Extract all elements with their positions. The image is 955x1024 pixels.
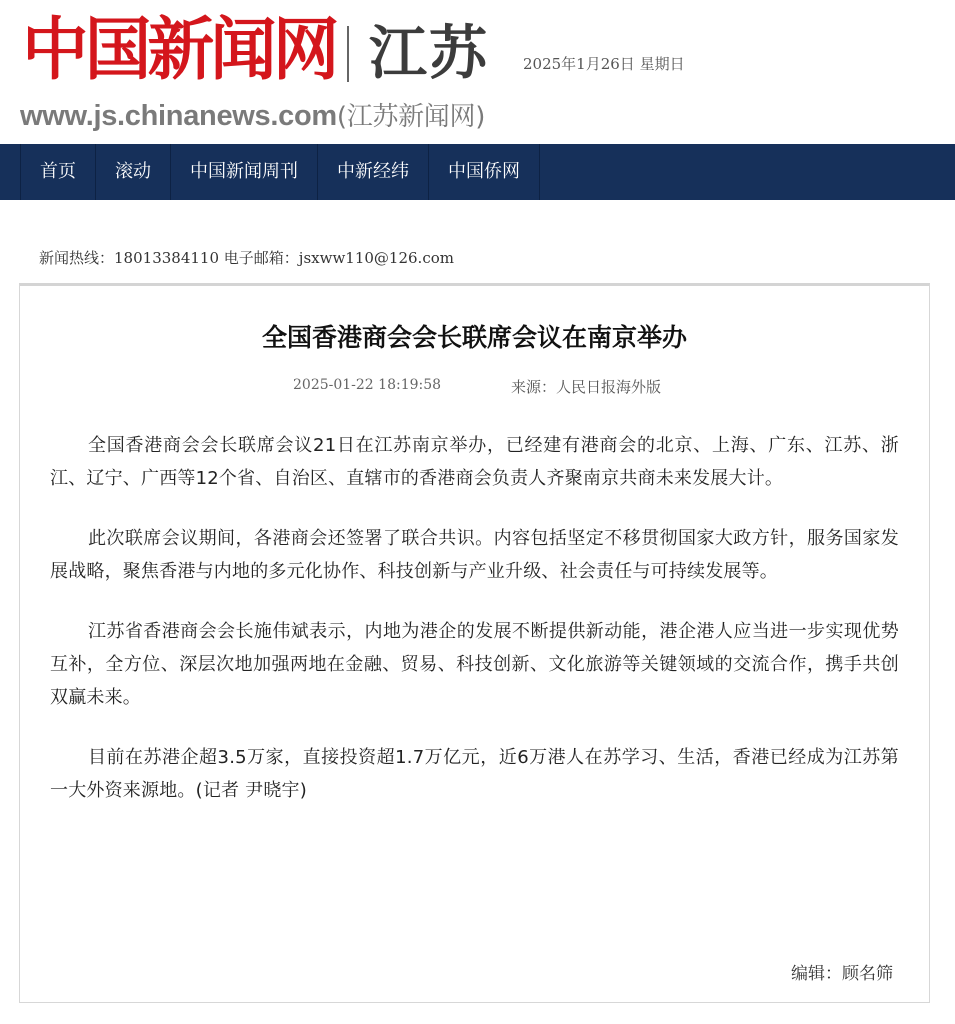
email-address[interactable]: jsxww110@126.com bbox=[298, 249, 454, 267]
nav-item-newsweek[interactable]: 中国新闻周刊 bbox=[170, 144, 317, 200]
site-url-suffix: (江苏新闻网) bbox=[336, 102, 486, 132]
logo-divider bbox=[347, 26, 349, 82]
site-url[interactable] bbox=[20, 96, 485, 133]
email-label: 电子邮箱： bbox=[223, 249, 299, 267]
article-title: 全国香港商会会长联席会议在南京举办 bbox=[261, 323, 687, 352]
article-paragraph: 全国香港商会会长联席会议21日在江苏南京举办，已经建有港商会的北京、上海、广东、江苏、浙江、辽宁、广西等12个省、自治区、直辖市的香港商会负责人齐聚南京共商未来发展大计。 bbox=[50, 435, 899, 489]
hotline-label: 新闻热线： bbox=[39, 249, 115, 267]
site-url-domain: www.js.chinanews.com bbox=[20, 100, 337, 132]
site-header bbox=[0, 0, 955, 144]
article-timestamp: 2025-01-22 18:19:58 bbox=[293, 377, 442, 393]
nav-item-qiaowang[interactable]: 中国侨网 bbox=[428, 144, 540, 200]
region-title[interactable]: 江苏 bbox=[369, 19, 490, 87]
chinanews-logo[interactable]: 中国新闻网 bbox=[22, 10, 336, 90]
contact-line bbox=[39, 247, 454, 268]
main-navbar bbox=[0, 144, 955, 200]
nav-item-scroll[interactable]: 滚动 bbox=[95, 144, 170, 200]
hotline-number: 18013384110 bbox=[114, 249, 219, 267]
article-paragraph: 此次联席会议期间，各港商会还签署了联合共识。内容包括坚定不移贯彻国家大政方针，服务国家发展战略，聚焦香港与内地的多元化协作、科技创新与产业升级、社会责任与可持续发展等。 bbox=[50, 528, 899, 582]
nav-item-jingwei[interactable]: 中新经纬 bbox=[317, 144, 428, 200]
article-source: 来源：人民日报海外版 bbox=[511, 378, 662, 396]
nav-list bbox=[20, 144, 540, 200]
article-editor: 编辑：顾名筛 bbox=[791, 964, 893, 984]
article-body bbox=[50, 429, 899, 834]
current-date: 2025年1月26日 星期日 bbox=[523, 55, 685, 73]
nav-item-home[interactable]: 首页 bbox=[20, 144, 95, 200]
article-paragraph: 江苏省香港商会会长施伟斌表示，内地为港企的发展不断提供新动能，港企港人应当进一步实现优势互补，全方位、深层次地加强两地在金融、贸易、科技创新、文化旅游等关键领域的交流合作，携手共创双赢未来。 bbox=[50, 621, 899, 708]
article-container bbox=[19, 283, 930, 1003]
article-paragraph: 目前在苏港企超3.5万家，直接投资超1.7万亿元，近6万港人在苏学习、生活，香港已经成为江苏第一大外资来源地。(记者 尹晓宇) bbox=[50, 747, 899, 801]
